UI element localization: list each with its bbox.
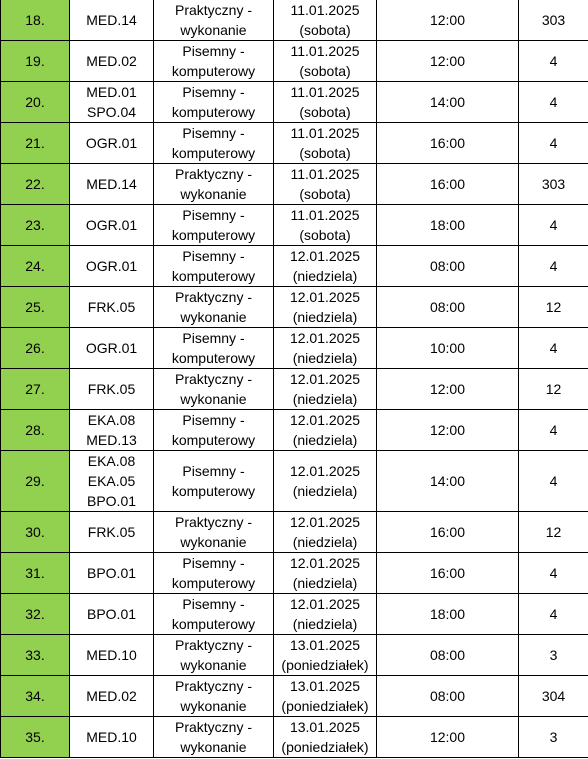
exam-date-line: 12.01.2025 (289, 289, 361, 305)
table-row (1, 287, 588, 328)
exam-date-cell (274, 512, 377, 553)
room-number-cell: 4 (519, 246, 588, 287)
exam-date-cell (274, 328, 377, 369)
exam-form-line: komputerowy (171, 145, 256, 161)
exam-form-line: Praktyczny - (174, 371, 252, 387)
row-number-cell: 19. (1, 41, 70, 82)
exam-form-cell (154, 82, 274, 123)
exam-date-cell (274, 635, 377, 676)
qualification-code-cell (70, 410, 154, 451)
exam-time-cell: 14:00 (377, 451, 519, 512)
exam-form-cell (154, 676, 274, 717)
qualification-code-cell (70, 594, 154, 635)
row-number-cell: 24. (1, 246, 70, 287)
exam-date-line: 12.01.2025 (289, 248, 361, 264)
exam-form-cell (154, 328, 274, 369)
exam-form-line: Praktyczny - (174, 514, 252, 530)
qualification-code-line: SPO.04 (86, 104, 137, 120)
row-number-cell: 20. (1, 82, 70, 123)
qualification-code-line: MED.10 (86, 729, 137, 745)
exam-time-cell: 08:00 (377, 287, 519, 328)
exam-time-cell: 12:00 (377, 41, 519, 82)
qualification-code-cell (70, 246, 154, 287)
exam-form-line: Praktyczny - (174, 719, 252, 735)
exam-time-cell: 16:00 (377, 512, 519, 553)
exam-date-line: (poniedziałek) (281, 657, 369, 673)
exam-form-line: wykonanie (180, 391, 247, 407)
exam-form-line: Praktyczny - (174, 678, 252, 694)
exam-date-line: (niedziela) (292, 483, 358, 499)
exam-date-line: 13.01.2025 (289, 719, 361, 735)
exam-date-line: (sobota) (299, 186, 351, 202)
exam-time-cell: 08:00 (377, 676, 519, 717)
exam-date-line: 11.01.2025 (290, 84, 360, 100)
qualification-code-line: MED.14 (86, 176, 137, 192)
room-number-cell: 12 (519, 512, 588, 553)
table-row (1, 164, 588, 205)
exam-form-cell (154, 635, 274, 676)
exam-date-cell (274, 41, 377, 82)
qualification-code-cell (70, 451, 154, 512)
exam-date-line: (sobota) (299, 227, 351, 243)
exam-form-line: wykonanie (180, 698, 247, 714)
exam-time-cell: 16:00 (377, 123, 519, 164)
exam-date-cell (274, 676, 377, 717)
room-number-cell: 4 (519, 410, 588, 451)
exam-time-cell: 12:00 (377, 717, 519, 758)
qualification-code-cell (70, 553, 154, 594)
room-number-cell: 4 (519, 553, 588, 594)
exam-form-line: komputerowy (171, 104, 256, 120)
qualification-code-cell (70, 635, 154, 676)
exam-date-line: 11.01.2025 (290, 43, 360, 59)
qualification-code-line: MED.01 (86, 84, 137, 100)
exam-time-cell: 14:00 (377, 82, 519, 123)
exam-form-line: komputerowy (171, 63, 256, 79)
row-number-cell: 22. (1, 164, 70, 205)
exam-date-line: 11.01.2025 (290, 166, 360, 182)
exam-form-line: Pisemny - (182, 84, 245, 100)
table-row (1, 512, 588, 553)
row-number-cell: 33. (1, 635, 70, 676)
exam-time-cell: 12:00 (377, 0, 519, 41)
row-number-cell: 29. (1, 451, 70, 512)
qualification-code-line: OGR.01 (85, 217, 138, 233)
table-row (1, 205, 588, 246)
exam-form-cell (154, 123, 274, 164)
qualification-code-line: OGR.01 (85, 258, 138, 274)
room-number-cell: 4 (519, 205, 588, 246)
room-number-cell: 4 (519, 594, 588, 635)
table-row (1, 246, 588, 287)
qualification-code-cell (70, 287, 154, 328)
table-row (1, 553, 588, 594)
row-number-cell: 21. (1, 123, 70, 164)
exam-date-line: 12.01.2025 (289, 463, 361, 479)
exam-date-line: 12.01.2025 (289, 330, 361, 346)
exam-time-cell: 10:00 (377, 328, 519, 369)
table-row (1, 0, 588, 41)
qualification-code-line: MED.02 (86, 53, 137, 69)
qualification-code-line: FRK.05 (87, 381, 136, 397)
qualification-code-line: MED.13 (86, 432, 137, 448)
exam-date-cell (274, 553, 377, 594)
row-number-cell: 18. (1, 0, 70, 41)
exam-date-cell (274, 594, 377, 635)
row-number-cell: 30. (1, 512, 70, 553)
qualification-code-line: BPO.01 (86, 565, 137, 581)
exam-form-cell (154, 410, 274, 451)
qualification-code-line: FRK.05 (87, 524, 136, 540)
exam-form-line: komputerowy (171, 432, 256, 448)
exam-form-line: wykonanie (180, 739, 247, 755)
room-number-cell: 4 (519, 82, 588, 123)
exam-form-line: Pisemny - (182, 248, 245, 264)
exam-form-line: wykonanie (180, 657, 247, 673)
room-number-cell: 4 (519, 451, 588, 512)
exam-form-line: wykonanie (180, 186, 247, 202)
table-row (1, 369, 588, 410)
exam-date-line: (niedziela) (292, 534, 358, 550)
exam-form-cell (154, 205, 274, 246)
exam-form-line: Pisemny - (182, 412, 245, 428)
exam-form-cell (154, 717, 274, 758)
exam-date-cell (274, 451, 377, 512)
row-number-cell: 31. (1, 553, 70, 594)
table-row (1, 451, 588, 512)
exam-form-line: Praktyczny - (174, 166, 252, 182)
qualification-code-line: OGR.01 (85, 135, 138, 151)
exam-time-cell: 16:00 (377, 164, 519, 205)
exam-form-cell (154, 512, 274, 553)
qualification-code-line: EKA.08 (87, 412, 136, 428)
room-number-cell: 304 (519, 676, 588, 717)
qualification-code-cell (70, 512, 154, 553)
qualification-code-cell (70, 123, 154, 164)
exam-form-line: Pisemny - (182, 125, 245, 141)
row-number-cell: 34. (1, 676, 70, 717)
exam-date-line: (niedziela) (292, 616, 358, 632)
exam-date-line: (poniedziałek) (281, 739, 369, 755)
exam-form-line: Pisemny - (182, 555, 245, 571)
exam-form-line: Praktyczny - (174, 289, 252, 305)
exam-date-line: 12.01.2025 (289, 412, 361, 428)
qualification-code-line: BPO.01 (86, 493, 137, 509)
exam-date-line: 12.01.2025 (289, 371, 361, 387)
exam-date-line: 11.01.2025 (290, 207, 360, 223)
exam-date-line: (sobota) (299, 63, 351, 79)
qualification-code-line: EKA.05 (87, 473, 136, 489)
exam-form-cell (154, 41, 274, 82)
qualification-code-line: MED.14 (86, 12, 137, 28)
exam-time-cell: 12:00 (377, 410, 519, 451)
exam-date-cell (274, 717, 377, 758)
row-number-cell: 35. (1, 717, 70, 758)
qualification-code-cell (70, 82, 154, 123)
exam-form-line: Pisemny - (182, 330, 245, 346)
exam-date-line: (niedziela) (292, 575, 358, 591)
exam-date-line: 13.01.2025 (289, 678, 361, 694)
exam-form-line: Pisemny - (182, 596, 245, 612)
exam-date-line: (sobota) (299, 145, 351, 161)
row-number-cell: 25. (1, 287, 70, 328)
room-number-cell: 4 (519, 328, 588, 369)
table-row (1, 82, 588, 123)
exam-form-line: Pisemny - (182, 207, 245, 223)
table-row (1, 41, 588, 82)
qualification-code-cell (70, 205, 154, 246)
exam-time-cell: 08:00 (377, 635, 519, 676)
qualification-code-cell (70, 717, 154, 758)
room-number-cell: 4 (519, 123, 588, 164)
room-number-cell: 3 (519, 635, 588, 676)
exam-date-line: 13.01.2025 (289, 637, 361, 653)
row-number-cell: 23. (1, 205, 70, 246)
room-number-cell: 3 (519, 717, 588, 758)
qualification-code-line: MED.10 (86, 647, 137, 663)
exam-form-line: komputerowy (171, 268, 256, 284)
exam-time-cell: 18:00 (377, 594, 519, 635)
exam-date-line: 12.01.2025 (289, 596, 361, 612)
table-row (1, 328, 588, 369)
exam-form-line: wykonanie (180, 22, 247, 38)
exam-form-line: Praktyczny - (174, 2, 252, 18)
exam-date-line: 12.01.2025 (289, 555, 361, 571)
exam-date-line: 11.01.2025 (290, 125, 360, 141)
exam-time-cell: 16:00 (377, 553, 519, 594)
room-number-cell: 12 (519, 369, 588, 410)
exam-schedule-body (1, 0, 588, 758)
qualification-code-cell (70, 369, 154, 410)
exam-form-cell (154, 287, 274, 328)
table-row (1, 410, 588, 451)
exam-form-cell (154, 451, 274, 512)
exam-date-cell (274, 0, 377, 41)
exam-time-cell: 12:00 (377, 369, 519, 410)
table-row (1, 676, 588, 717)
table-row (1, 123, 588, 164)
qualification-code-cell (70, 41, 154, 82)
room-number-cell: 303 (519, 164, 588, 205)
exam-date-line: (niedziela) (292, 391, 358, 407)
row-number-cell: 28. (1, 410, 70, 451)
qualification-code-line: EKA.08 (87, 453, 136, 469)
table-row (1, 594, 588, 635)
exam-form-cell (154, 553, 274, 594)
row-number-cell: 26. (1, 328, 70, 369)
exam-date-line: (niedziela) (292, 350, 358, 366)
exam-form-line: komputerowy (171, 483, 256, 499)
exam-date-cell (274, 82, 377, 123)
row-number-cell: 32. (1, 594, 70, 635)
qualification-code-cell (70, 676, 154, 717)
exam-date-line: 11.01.2025 (290, 2, 360, 18)
qualification-code-cell (70, 0, 154, 41)
qualification-code-line: MED.02 (86, 688, 137, 704)
room-number-cell: 303 (519, 0, 588, 41)
room-number-cell: 12 (519, 287, 588, 328)
exam-date-cell (274, 123, 377, 164)
exam-date-cell (274, 287, 377, 328)
exam-form-line: komputerowy (171, 350, 256, 366)
table-row (1, 635, 588, 676)
exam-date-line: (niedziela) (292, 268, 358, 284)
exam-form-line: wykonanie (180, 534, 247, 550)
exam-form-line: Praktyczny - (174, 637, 252, 653)
exam-form-line: komputerowy (171, 575, 256, 591)
exam-form-line: Pisemny - (182, 43, 245, 59)
exam-date-cell (274, 410, 377, 451)
exam-time-cell: 08:00 (377, 246, 519, 287)
exam-form-line: komputerowy (171, 616, 256, 632)
qualification-code-line: FRK.05 (87, 299, 136, 315)
qualification-code-cell (70, 164, 154, 205)
exam-form-cell (154, 246, 274, 287)
exam-date-cell (274, 164, 377, 205)
qualification-code-line: OGR.01 (85, 340, 138, 356)
exam-form-cell (154, 0, 274, 41)
exam-date-cell (274, 369, 377, 410)
room-number-cell: 4 (519, 41, 588, 82)
qualification-code-cell (70, 328, 154, 369)
exam-form-line: Pisemny - (182, 463, 245, 479)
row-number-cell: 27. (1, 369, 70, 410)
exam-time-cell: 18:00 (377, 205, 519, 246)
exam-form-line: wykonanie (180, 309, 247, 325)
exam-date-line: (niedziela) (292, 432, 358, 448)
exam-form-cell (154, 594, 274, 635)
exam-date-line: (poniedziałek) (281, 698, 369, 714)
exam-date-line: (sobota) (299, 104, 351, 120)
qualification-code-line: BPO.01 (86, 606, 137, 622)
exam-form-cell (154, 369, 274, 410)
exam-date-line: 12.01.2025 (289, 514, 361, 530)
exam-date-cell (274, 205, 377, 246)
exam-date-line: (sobota) (299, 22, 351, 38)
table-row (1, 717, 588, 758)
exam-form-line: komputerowy (171, 227, 256, 243)
exam-form-cell (154, 164, 274, 205)
exam-date-cell (274, 246, 377, 287)
exam-date-line: (niedziela) (292, 309, 358, 325)
